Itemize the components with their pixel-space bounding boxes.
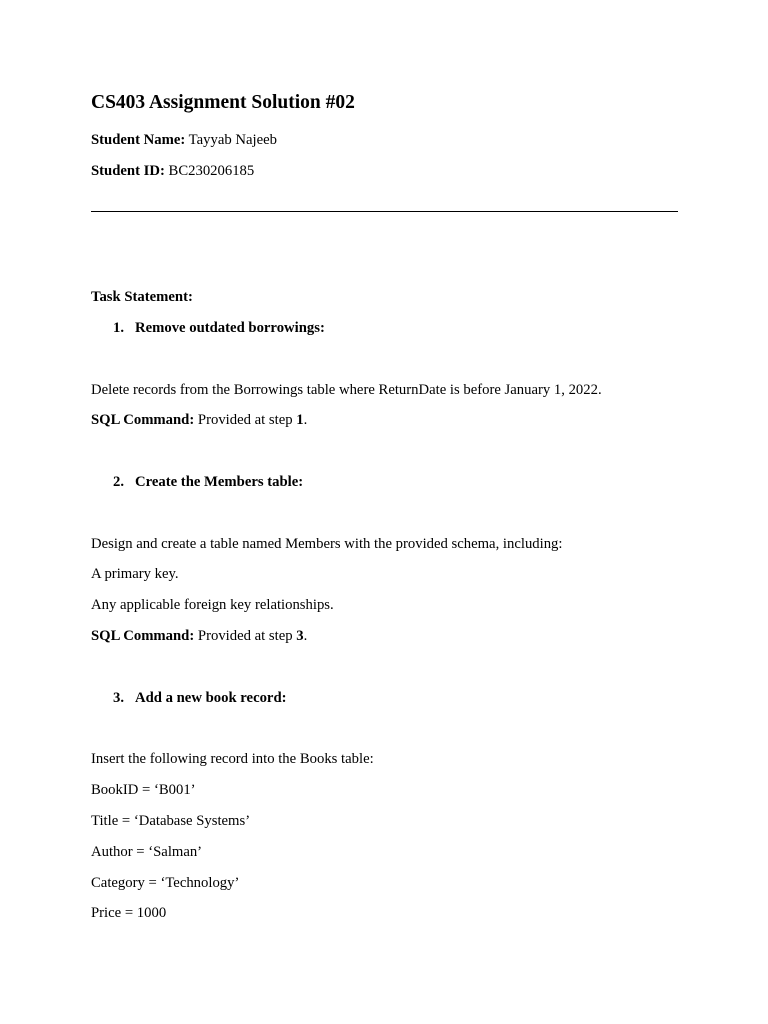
task-item-title: Create the Members table: [135, 474, 304, 490]
sql-command-text: Provided at step [197, 412, 293, 428]
task-item-2-heading [113, 473, 303, 491]
student-id-label: Student ID: [91, 163, 165, 179]
document-title: CS403 Assignment Solution #02 [91, 92, 355, 113]
sql-command-label: SQL Command: [91, 628, 195, 644]
task-item-number: 2. [113, 474, 125, 490]
sql-command-step: 3 [296, 628, 304, 644]
task-item-2-foreign-key: Any applicable foreign key relationships. [91, 597, 334, 613]
book-field-author: Author = ‘Salman’ [91, 844, 203, 860]
task-item-number: 1. [113, 320, 125, 336]
task-item-2-description: Design and create a table named Members with the provided schema, including: [91, 536, 563, 552]
student-id-line [91, 162, 254, 180]
student-name-value: Tayyab Najeeb [188, 132, 277, 148]
task-item-2-primary-key: A primary key. [91, 566, 179, 582]
student-name-label: Student Name: [91, 132, 186, 148]
task-item-1-sql-line [91, 411, 307, 429]
horizontal-divider [91, 211, 678, 212]
task-item-title: Remove outdated borrowings: [135, 320, 325, 336]
task-item-number: 3. [113, 690, 125, 706]
task-item-3-description: Insert the following record into the Books table: [91, 751, 374, 767]
sql-command-end: . [303, 412, 308, 428]
sql-command-text: Provided at step [197, 628, 293, 644]
task-item-title: Add a new book record: [135, 690, 287, 706]
book-field-category: Category = ‘Technology’ [91, 875, 240, 891]
book-field-bookid: BookID = ‘B001’ [91, 782, 196, 798]
book-field-price: Price = 1000 [91, 905, 167, 921]
sql-command-label: SQL Command: [91, 412, 195, 428]
task-item-2-sql-line [91, 627, 307, 645]
task-item-1-description: Delete records from the Borrowings table where ReturnDate is before January 1, 2022. [91, 382, 602, 398]
task-item-1-heading [113, 319, 325, 337]
student-name-line [91, 131, 277, 149]
sql-command-end: . [303, 628, 308, 644]
student-id-value: BC230206185 [168, 163, 255, 179]
task-statement-heading: Task Statement: [91, 289, 193, 305]
task-item-3-heading [113, 689, 287, 707]
sql-command-step: 1 [296, 412, 304, 428]
book-field-title: Title = ‘Database Systems’ [91, 813, 251, 829]
